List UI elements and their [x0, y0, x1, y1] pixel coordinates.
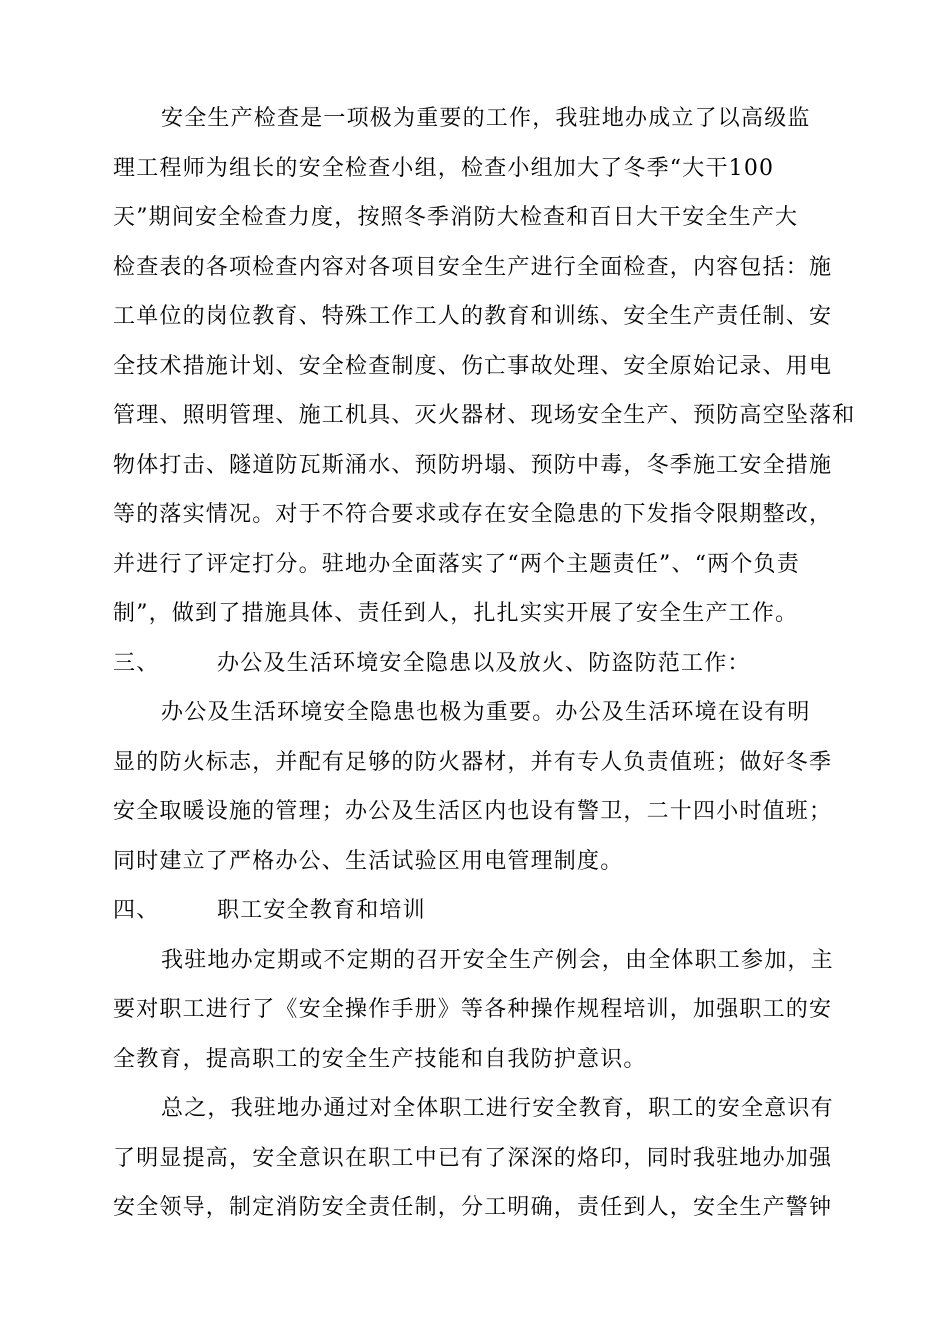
- section-title: 职工安全教育和培训: [217, 898, 426, 923]
- text-line: 显的防火标志，并配有足够的防火器材，并有专人负责值班；做好冬季: [113, 749, 833, 775]
- paragraph-training: [113, 936, 845, 1085]
- paragraph-summary: [113, 1084, 845, 1233]
- section-number: 三、: [113, 650, 160, 676]
- section-heading-3: [113, 639, 845, 689]
- document-body: [113, 94, 856, 1233]
- paragraph-office-safety: [113, 688, 845, 886]
- text-line: 安全取暖设施的管理；办公及生活区内也设有警卫，二十四小时值班；: [113, 799, 833, 824]
- text-line: 等的落实情况。对于不符合要求或存在安全隐患的下发指令限期整改，: [113, 502, 833, 527]
- section-heading-4: [113, 886, 845, 936]
- text-line: 管理、照明管理、施工机具、灭火器材、现场安全生产、预防高空坠落和: [113, 403, 856, 428]
- text-line: 办公及生活环境安全隐患也极为重要。办公及生活环境在设有明: [161, 700, 811, 725]
- text-line: 全技术措施计划、安全检查制度、伤亡事故处理、安全原始记录、用电: [113, 353, 833, 379]
- text-line: 天”期间安全检查力度，按照冬季消防大检查和百日大干安全生产大: [113, 205, 799, 230]
- text-line: 同时建立了严格办公、生活试验区用电管理制度。: [113, 848, 624, 874]
- text-line: 检查表的各项检查内容对各项目安全生产进行全面检查，内容包括：施: [113, 254, 833, 280]
- text-line: 安全领导，制定消防安全责任制，分工明确，责任到人，安全生产警钟: [113, 1195, 833, 1220]
- text-line: 制”，做到了措施具体、责任到人，扎扎实实开展了安全生产工作。: [113, 601, 799, 626]
- text-line: 理工程师为组长的安全检查小组，检查小组加大了冬季“大干100: [113, 155, 775, 181]
- text-line: 并进行了评定打分。驻地办全面落实了“两个主题责任”、“两个负责: [113, 551, 800, 577]
- section-title: 办公及生活环境安全隐患以及放火、防盗防范工作：: [217, 650, 751, 676]
- text-line: 我驻地办定期或不定期的召开安全生产例会，由全体职工参加，主: [161, 947, 834, 973]
- text-line: 安全生产检查是一项极为重要的工作，我驻地办成立了以高级监: [161, 106, 811, 131]
- section-number: 四、: [113, 898, 160, 923]
- text-line: 要对职工进行了《安全操作手册》等各种操作规程培训，加强职工的安: [113, 997, 833, 1022]
- text-line: 工单位的岗位教育、特殊工作工人的教育和训练、安全生产责任制、安: [113, 304, 833, 329]
- text-line: 全教育，提高职工的安全生产技能和自我防护意识。: [113, 1046, 647, 1072]
- text-line: 总之，我驻地办通过对全体职工进行安全教育，职工的安全意识有: [161, 1096, 834, 1121]
- text-line: 物体打击、隧道防瓦斯涌水、预防坍塌、预防中毒，冬季施工安全措施: [113, 452, 833, 478]
- text-line: 了明显提高，安全意识在职工中已有了深深的烙印，同时我驻地办加强: [113, 1145, 833, 1171]
- paragraph-safety-inspection: [113, 94, 856, 639]
